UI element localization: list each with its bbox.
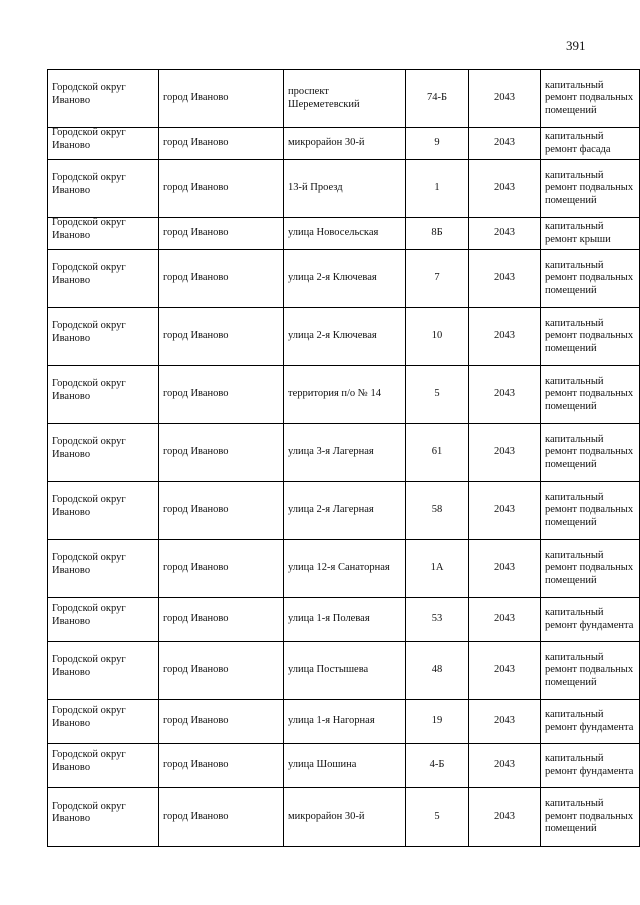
table-row <box>48 250 640 308</box>
street-cell: улица 12-я Санаторная <box>284 540 406 598</box>
year-cell: 2043 <box>469 788 541 847</box>
district-cell: Городской округ Иваново <box>52 436 126 460</box>
year-cell: 2043 <box>469 482 541 540</box>
city-cell: город Иваново <box>159 744 284 788</box>
city-cell: город Иваново <box>159 788 284 847</box>
year-cell: 2043 <box>469 160 541 218</box>
work-type-cell: капитальный ремонт подвальных помещений <box>541 160 640 218</box>
table-row <box>48 218 640 250</box>
city-cell: город Иваново <box>159 424 284 482</box>
work-type-cell: капитальный ремонт крыши <box>541 218 640 250</box>
house-cell: 53 <box>406 598 469 642</box>
house-cell: 5 <box>406 366 469 424</box>
year-cell: 2043 <box>469 424 541 482</box>
house-cell: 7 <box>406 250 469 308</box>
street-cell: улица 1-я Нагорная <box>284 700 406 744</box>
work-type-cell: капитальный ремонт фундамента <box>541 700 640 744</box>
year-cell: 2043 <box>469 540 541 598</box>
house-cell: 74-Б <box>406 70 469 128</box>
street-cell: микрорайон 30-й <box>284 788 406 847</box>
work-type-cell: капитальный ремонт подвальных помещений <box>541 70 640 128</box>
street-cell: улица 2-я Лагерная <box>284 482 406 540</box>
house-cell: 61 <box>406 424 469 482</box>
year-cell: 2043 <box>469 308 541 366</box>
city-cell: город Иваново <box>159 250 284 308</box>
table-row <box>48 366 640 424</box>
street-cell: улица 3-я Лагерная <box>284 424 406 482</box>
year-cell: 2043 <box>469 366 541 424</box>
table-row <box>48 308 640 366</box>
work-type-cell: капитальный ремонт подвальных помещений <box>541 424 640 482</box>
work-type-cell: капитальный ремонт подвальных помещений <box>541 788 640 847</box>
house-cell: 1 <box>406 160 469 218</box>
table-row <box>48 540 640 598</box>
district-cell: Городской округ Иваново <box>52 552 126 576</box>
street-cell: территория п/о № 14 <box>284 366 406 424</box>
work-type-cell: капитальный ремонт фундамента <box>541 598 640 642</box>
house-cell: 58 <box>406 482 469 540</box>
district-cell: Городской округ Иваново <box>52 654 126 678</box>
district-cell: Городской округ Иваново <box>52 494 126 518</box>
house-cell: 1А <box>406 540 469 598</box>
table-row <box>48 598 640 642</box>
house-cell: 9 <box>406 128 469 160</box>
page-number: 391 <box>566 38 586 53</box>
street-cell: улица Новосельская <box>284 218 406 250</box>
year-cell: 2043 <box>469 70 541 128</box>
city-cell: город Иваново <box>159 540 284 598</box>
city-cell: город Иваново <box>159 700 284 744</box>
year-cell: 2043 <box>469 700 541 744</box>
district-cell: Городской округ Иваново <box>52 749 126 773</box>
district-cell: Городской округ Иваново <box>52 320 126 344</box>
table-row <box>48 424 640 482</box>
work-type-cell: капитальный ремонт подвальных помещений <box>541 308 640 366</box>
house-cell: 10 <box>406 308 469 366</box>
house-cell: 8Б <box>406 218 469 250</box>
repair-schedule-table <box>47 69 640 847</box>
street-cell: улица Шошина <box>284 744 406 788</box>
city-cell: город Иваново <box>159 128 284 160</box>
year-cell: 2043 <box>469 250 541 308</box>
district-cell: Городской округ Иваново <box>52 217 126 241</box>
table-row <box>48 70 640 128</box>
table-row <box>48 744 640 788</box>
year-cell: 2043 <box>469 744 541 788</box>
house-cell: 4-Б <box>406 744 469 788</box>
city-cell: город Иваново <box>159 218 284 250</box>
work-type-cell: капитальный ремонт фасада <box>541 128 640 160</box>
work-type-cell: капитальный ремонт подвальных помещений <box>541 642 640 700</box>
table-row <box>48 160 640 218</box>
district-cell: Городской округ Иваново <box>52 82 126 106</box>
district-cell: Городской округ Иваново <box>52 378 126 402</box>
city-cell: город Иваново <box>159 308 284 366</box>
year-cell: 2043 <box>469 642 541 700</box>
house-cell: 19 <box>406 700 469 744</box>
district-cell: Городской округ Иваново <box>52 603 126 627</box>
district-cell: Городской округ Иваново <box>52 800 126 824</box>
house-cell: 48 <box>406 642 469 700</box>
district-cell: Городской округ Иваново <box>52 262 126 286</box>
house-cell: 5 <box>406 788 469 847</box>
table-row <box>48 700 640 744</box>
table-row <box>48 482 640 540</box>
work-type-cell: капитальный ремонт подвальных помещений <box>541 540 640 598</box>
table-row <box>48 128 640 160</box>
street-cell: улица Постышева <box>284 642 406 700</box>
city-cell: город Иваново <box>159 482 284 540</box>
district-cell: Городской округ Иваново <box>52 172 126 196</box>
city-cell: город Иваново <box>159 598 284 642</box>
work-type-cell: капитальный ремонт фундамента <box>541 744 640 788</box>
city-cell: город Иваново <box>159 642 284 700</box>
work-type-cell: капитальный ремонт подвальных помещений <box>541 250 640 308</box>
table-row <box>48 788 640 847</box>
street-cell: улица 2-я Ключевая <box>284 250 406 308</box>
year-cell: 2043 <box>469 128 541 160</box>
table-row <box>48 642 640 700</box>
district-cell: Городской округ Иваново <box>52 705 126 729</box>
year-cell: 2043 <box>469 598 541 642</box>
district-cell: Городской округ Иваново <box>52 127 126 151</box>
street-cell: улица 1-я Полевая <box>284 598 406 642</box>
work-type-cell: капитальный ремонт подвальных помещений <box>541 482 640 540</box>
street-cell: проспект Шереметевский <box>284 70 406 128</box>
city-cell: город Иваново <box>159 366 284 424</box>
street-cell: улица 2-я Ключевая <box>284 308 406 366</box>
year-cell: 2043 <box>469 218 541 250</box>
city-cell: город Иваново <box>159 160 284 218</box>
work-type-cell: капитальный ремонт подвальных помещений <box>541 366 640 424</box>
street-cell: микрорайон 30-й <box>284 128 406 160</box>
street-cell: 13-й Проезд <box>284 160 406 218</box>
city-cell: город Иваново <box>159 70 284 128</box>
